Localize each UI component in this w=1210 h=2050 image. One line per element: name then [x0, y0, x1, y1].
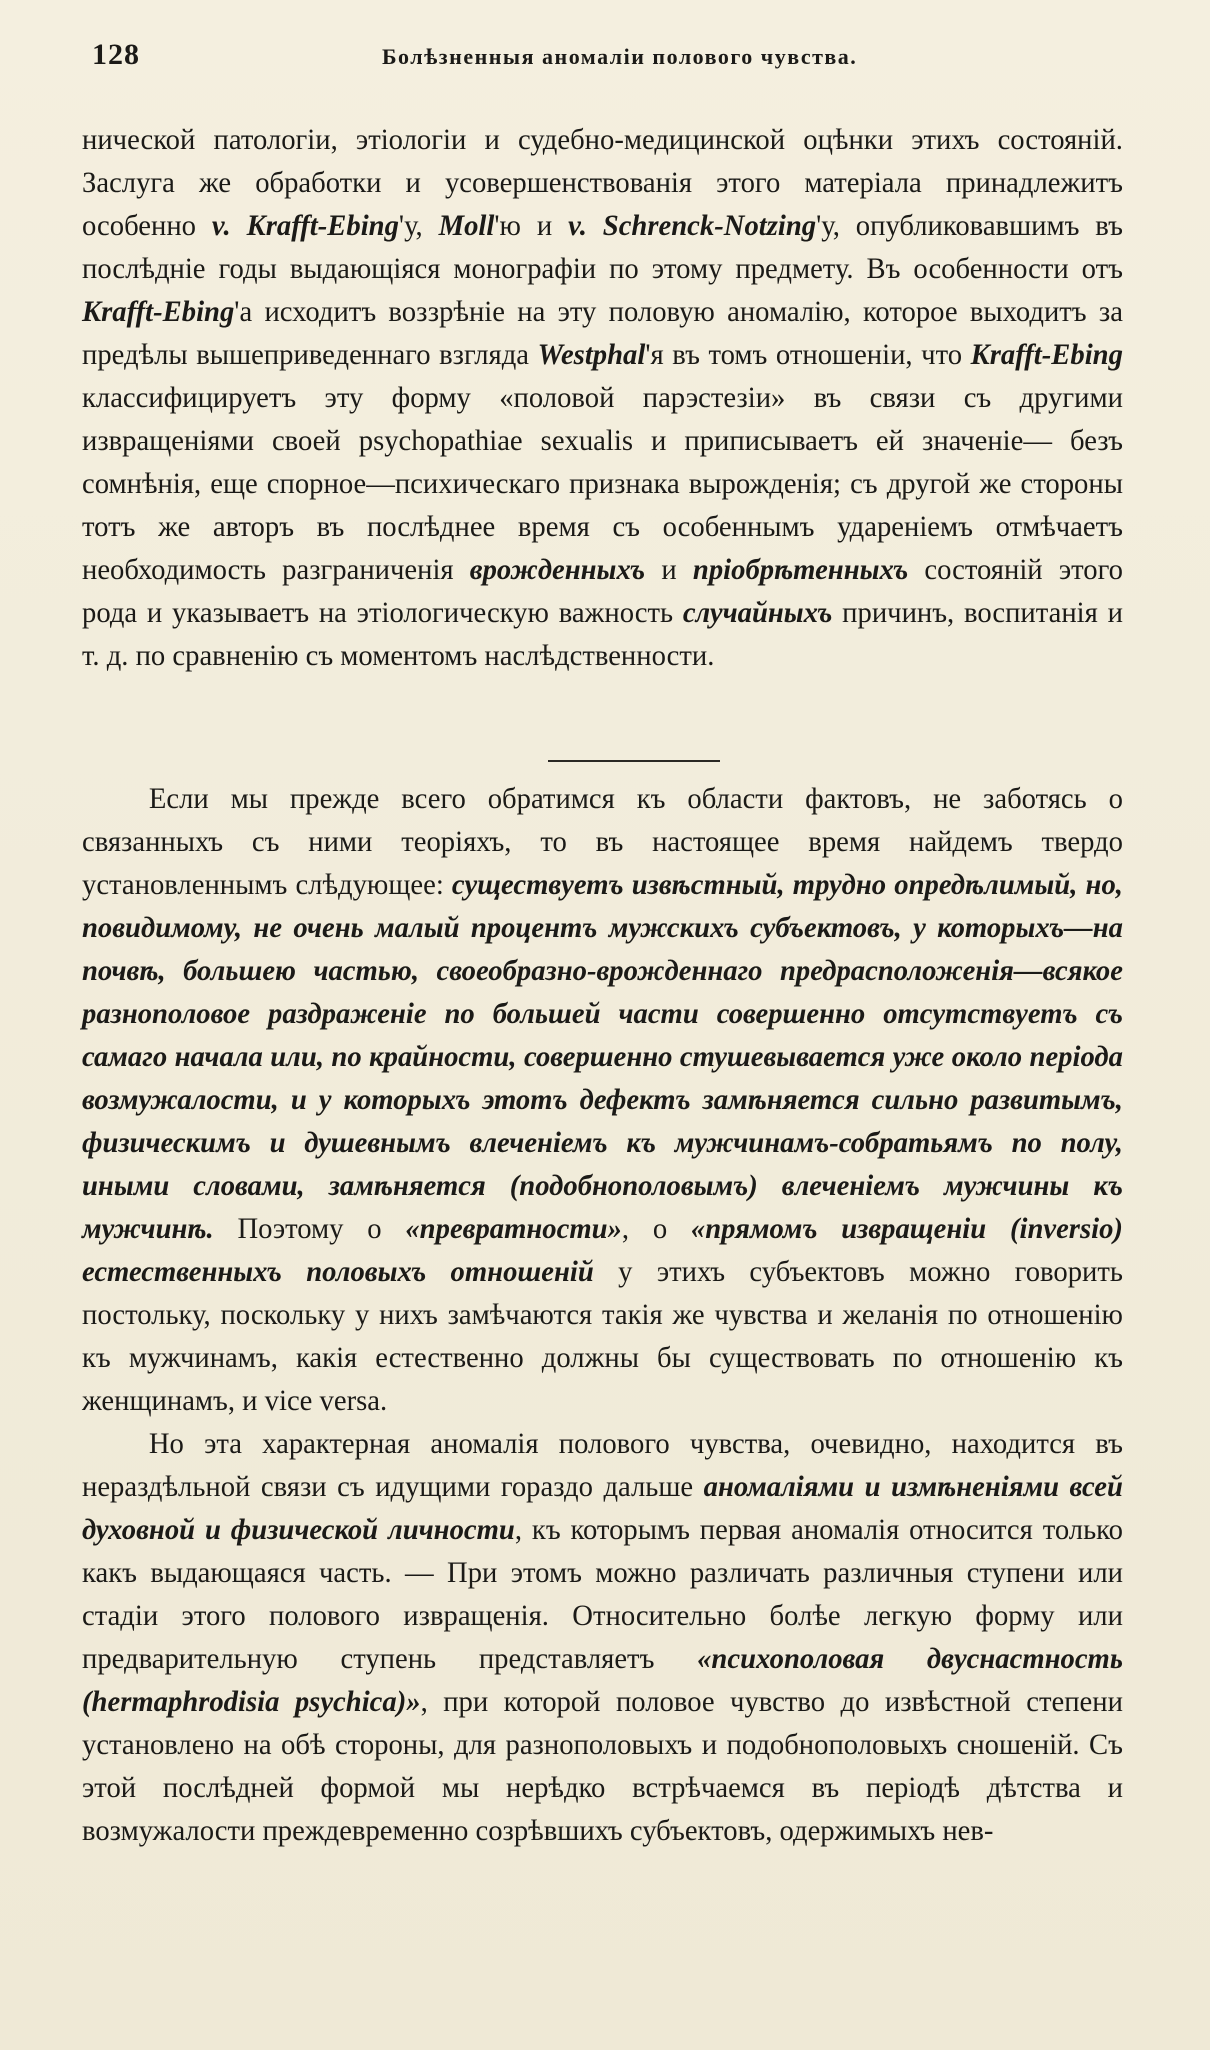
text-run: 'а исходитъ воззрѣніе на эту половую аномалію, которое выходитъ за предѣлы вышеприведеннаго взгляда: [82, 295, 1123, 371]
emphasis: пріобрѣтенныхъ: [692, 553, 909, 586]
text-run: нической патологіи, этіологіи и судебно-медицинской оцѣнки этихъ состояній. Заслуга же обработки и усовершенствованія этого матеріала принадлежитъ особенно: [82, 123, 1123, 242]
text-run: состояній этого рода и указываетъ на этіологическую важность: [82, 553, 1123, 629]
text-run: у этихъ субъектовъ можно говорить постольку, поскольку у нихъ замѣчаются такія же чувства и желанія по отношенію къ мужчинамъ, какія естественно должны бы существовать по отношенію къ женщинамъ, и vice versa.: [82, 1255, 1123, 1417]
text-run: 'у, опубликовавшимъ въ послѣдніе годы выдающіяся монографіи по этому предмету. Въ особенности отъ: [82, 209, 1123, 285]
emphasis: случайныхъ: [682, 596, 833, 629]
section-divider: [548, 760, 720, 762]
emphasis: «превратности»: [405, 1212, 622, 1245]
text-run: 'я въ томъ отношеніи, что: [645, 338, 971, 371]
text-run: Поэтому о: [213, 1212, 406, 1245]
page-header: [92, 38, 1170, 78]
paragraph-continuation: [82, 118, 1123, 677]
text-run: 'у,: [398, 209, 439, 242]
emphasis: Krafft-Ebing: [82, 295, 235, 328]
emphasis: v. Krafft-Ebing: [211, 209, 399, 242]
text-run: классифицируетъ эту форму «половой парэстезіи» въ связи съ другими извращеніями своей psychopathiae sexualis и приписываетъ ей значеніе— безъ сомнѣнія, еще спорное—психическаго признака вырожденія; съ другой же стороны тотъ же авторъ въ послѣднее время съ особеннымъ удареніемъ отмѣчаетъ необходимость разграниченія: [82, 381, 1123, 586]
text-run: , при которой половое чувство до извѣстной степени установлено на обѣ стороны, для разнополовыхъ и подобнополовыхъ сношеній. Съ этой послѣдней формой мы нерѣдко встрѣчаемся въ періодѣ дѣтства и возмужалости преждевременно созрѣвшихъ субъектовъ, одержимыхъ нев-: [82, 1685, 1123, 1847]
emphasis: врожденныхъ: [469, 553, 646, 586]
emphasis: Westphal: [537, 338, 646, 371]
emphasis: «прямомъ извращеніи (inversio) естественныхъ половыхъ отношеній: [82, 1212, 1123, 1288]
text-run: Но эта характерная аномалія полового чувства, очевидно, находится въ нераздѣльной связи съ идущими гораздо дальше: [82, 1427, 1123, 1503]
page-number: 128: [92, 38, 140, 71]
text-block-top: [82, 118, 1123, 677]
paragraph: [82, 1422, 1123, 1852]
emphasis: аномаліями и измѣненіями всей духовной и физической личности: [82, 1470, 1123, 1546]
text-run: , о: [621, 1212, 691, 1245]
emphasis: существуетъ извѣстный, трудно опредѣлимый, но, повидимому, не очень малый процентъ мужскихъ субъектовъ, у которыхъ—на почвѣ, большею частью, своеобразно-врожденнаго предрасположенія—всякое разнополовое раздраженіе по большей части совершенно отсутствуетъ съ самаго начала или, по крайности, совершенно стушевывается уже около періода возмужалости, и у которыхъ этотъ дефектъ замѣняется сильно развитымъ, физическимъ и душевнымъ влеченіемъ къ мужчинамъ-собратьямъ по полу, иными словами, замѣняется (подобнополовымъ) влеченіемъ мужчины къ мужчинѣ.: [82, 868, 1123, 1245]
text-run: Если мы прежде всего обратимся къ области фактовъ, не заботясь о связанныхъ съ ними теоріяхъ, то въ настоящее время найдемъ твердо установленнымъ слѣдующее:: [82, 782, 1123, 901]
emphasis: «психополовая двуснастность (hermaphrodisia psychica)»: [82, 1642, 1123, 1718]
text-run: и: [645, 553, 693, 586]
emphasis: v. Schrenck-Notzing: [568, 209, 817, 242]
emphasis: Krafft-Ebing: [970, 338, 1123, 371]
emphasis: Moll: [438, 209, 495, 242]
text-block-bottom: [82, 777, 1123, 1852]
text-run: причинъ, воспитанія и т. д. по сравненію съ моментомъ наслѣдственности.: [82, 596, 1123, 672]
paragraph: [82, 777, 1123, 1422]
text-run: , къ которымъ первая аномалія относится только какъ выдающаяся часть. — При этомъ можно различать различныя ступени или стадіи этого полового извращенія. Относительно болѣе легкую форму или предварительную ступень представляетъ: [82, 1513, 1123, 1675]
text-run: 'ю и: [494, 209, 569, 242]
running-head: Болѣзненныя аномаліи полового чувства.: [382, 44, 858, 69]
